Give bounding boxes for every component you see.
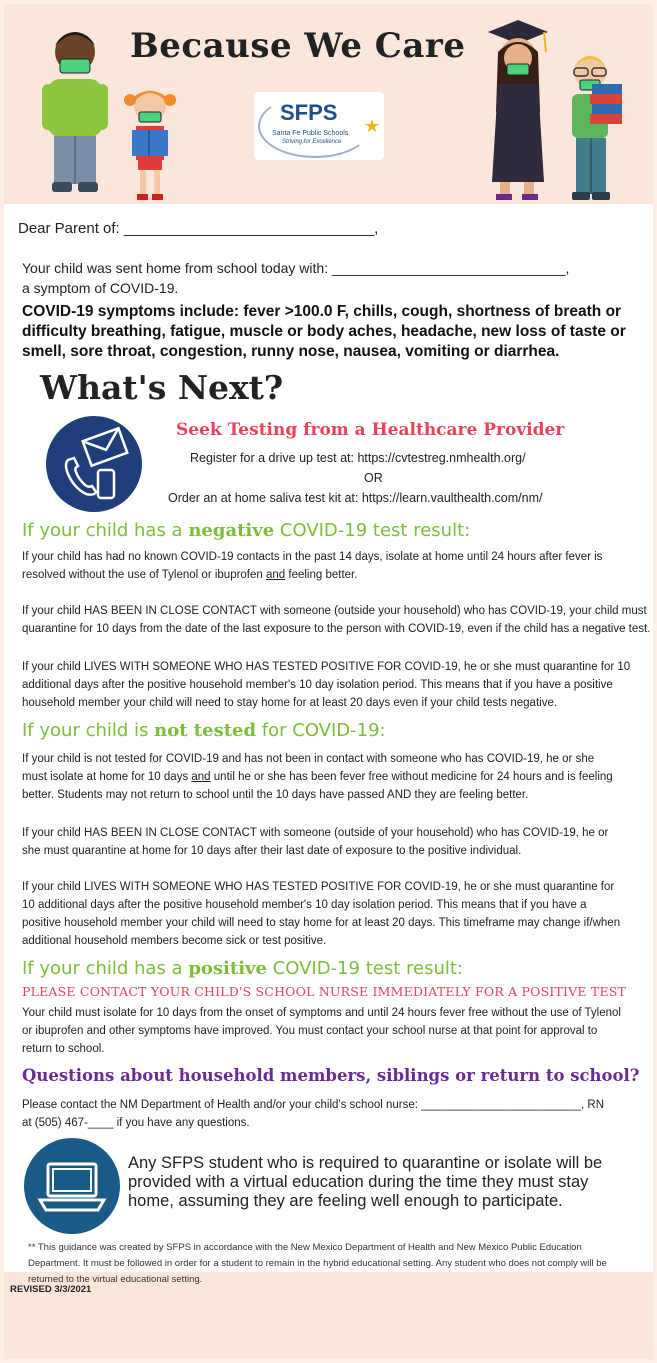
negative-para-3: If your child LIVES WITH SOMEONE WHO HAS TESTED POSITIVE FOR COVID-19, he or she must quarantine for 10 additional days after the positive household member's 10 day isolation period. This means that if you have a positive household member your child will need to stay home for at least 20 days even if your child tests negative. <box>22 661 631 709</box>
questions-contact-text: Please contact the NM Department of Health and/or your child's school nurse: _________________________, RN at (505) 467-____ if you have any questions. <box>22 1099 605 1129</box>
envelope-icon <box>83 428 128 465</box>
or-text: OR <box>364 471 383 485</box>
revised-date: REVISED 3/3/2021 <box>10 1284 92 1295</box>
footer-disclaimer: ** This guidance was created by SFPS in accordance with the New Mexico Department of Health and New Mexico Public Education Department. It must be followed in order for a student to remain in the hybrid educational setting. Any student who does not comply will be returned to the virtual educational setting. <box>28 1242 607 1285</box>
contact-icon-circle <box>46 416 142 512</box>
logo-tagline: Striving for Excellence <box>282 139 342 145</box>
not-tested-heading: If your child is not tested for COVID-19: <box>22 720 386 741</box>
boy-with-books-illustration <box>564 48 624 204</box>
sent-home-text: Your child was sent home from school today with: ______________________________, a symptom of COVID-19. <box>22 260 570 296</box>
negative-para-2: If your child HAS BEEN IN CLOSE CONTACT with someone (outside your household) who has COVID-19, your child must quarantine for 10 days from the date of the last exposure to the person with COVID-19, even if the child has a negative test. <box>22 605 651 635</box>
not-tested-para-2: If your child HAS BEEN IN CLOSE CONTACT with someone (outside of your household) who has COVID-19, he or she must quarantine at home for 10 days after their last date of exposure to the positive individual. <box>22 827 609 857</box>
header-banner <box>4 4 653 204</box>
positive-result-heading: If your child has a positive COVID-19 test result: <box>22 958 463 979</box>
register-line: Register for a drive up test at: https://cvtestreg.nmhealth.org/ <box>190 451 526 465</box>
graduate-illustration <box>482 12 554 204</box>
symptoms-list: COVID-19 symptoms include: fever >100.0 F, chills, cough, shortness of breath or difficulty breathing, fatigue, muscle or body aches, headache, new loss of taste or smell, sore throat, congestion, runny nose, nausea, vomiting or diarrhea. <box>22 303 626 360</box>
laptop-icon-circle <box>24 1138 120 1234</box>
sfps-logo <box>254 92 384 160</box>
not-tested-para-3: If your child LIVES WITH SOMEONE WHO HAS TESTED POSITIVE FOR COVID-19, he or she must quarantine for 10 additional days after the positive household member's 10 day isolation period. This means that if you have a positive household member your child will need to stay home for at least 20 days. This timeframe may change if/when additional household members become sick or test positive. <box>22 881 621 947</box>
negative-result-heading: If your child has a negative COVID-19 test result: <box>22 520 471 541</box>
virtual-education-note: Any SFPS student who is required to quarantine or isolate will be provided with a virtual education during the time they must stay home, assuming they are feeling well enough to participate. <box>128 1154 603 1210</box>
questions-heading: Questions about household members, siblings or return to school? <box>22 1066 640 1085</box>
whats-next-heading: What's Next? <box>40 368 284 407</box>
positive-para-1: Your child must isolate for 10 days from the onset of symptoms and until 24 hours fever free without the use of Tylenol or ibuprofen and other symptoms have improved. You must contact your school nurse at that point for approval to return to school. <box>22 1007 621 1055</box>
contact-nurse-notice: PLEASE CONTACT YOUR CHILD'S SCHOOL NURSE IMMEDIATELY FOR A POSITIVE TEST <box>22 984 627 999</box>
not-tested-para-1: If your child is not tested for COVID-19 and has not been in contact with someone who has COVID-19, he or she must isolate at home for 10 days and until he or she has been fever free without medicine for 24 hours and is feeling better. Students may not return to school until the 10 days have passed AND they are feeling better. <box>22 753 613 801</box>
seek-testing-heading: Seek Testing from a Healthcare Provider <box>176 420 565 440</box>
page-title: Because We Care <box>130 26 466 66</box>
order-kit-line: Order an at home saliva test kit at: https://learn.vaulthealth.com/nm/ <box>168 491 543 505</box>
dear-parent-line: Dear Parent of: ______________________________, <box>18 220 379 237</box>
logo-wordmark: SFPS <box>280 100 338 125</box>
negative-para-1: If your child has had no known COVID-19 contacts in the past 14 days, isolate at home until 24 hours after fever is resolved without the use of Tylenol or ibuprofen and feeling better. <box>22 551 603 581</box>
logo-school-name: Santa Fe Public Schools <box>272 130 349 137</box>
flyer-page <box>4 4 653 1359</box>
boy-illustration <box>40 24 110 204</box>
laptop-icon <box>24 1138 120 1234</box>
mobile-icon <box>98 470 114 498</box>
star-icon: ★ <box>364 116 381 137</box>
girl-reading-illustration <box>122 82 178 204</box>
